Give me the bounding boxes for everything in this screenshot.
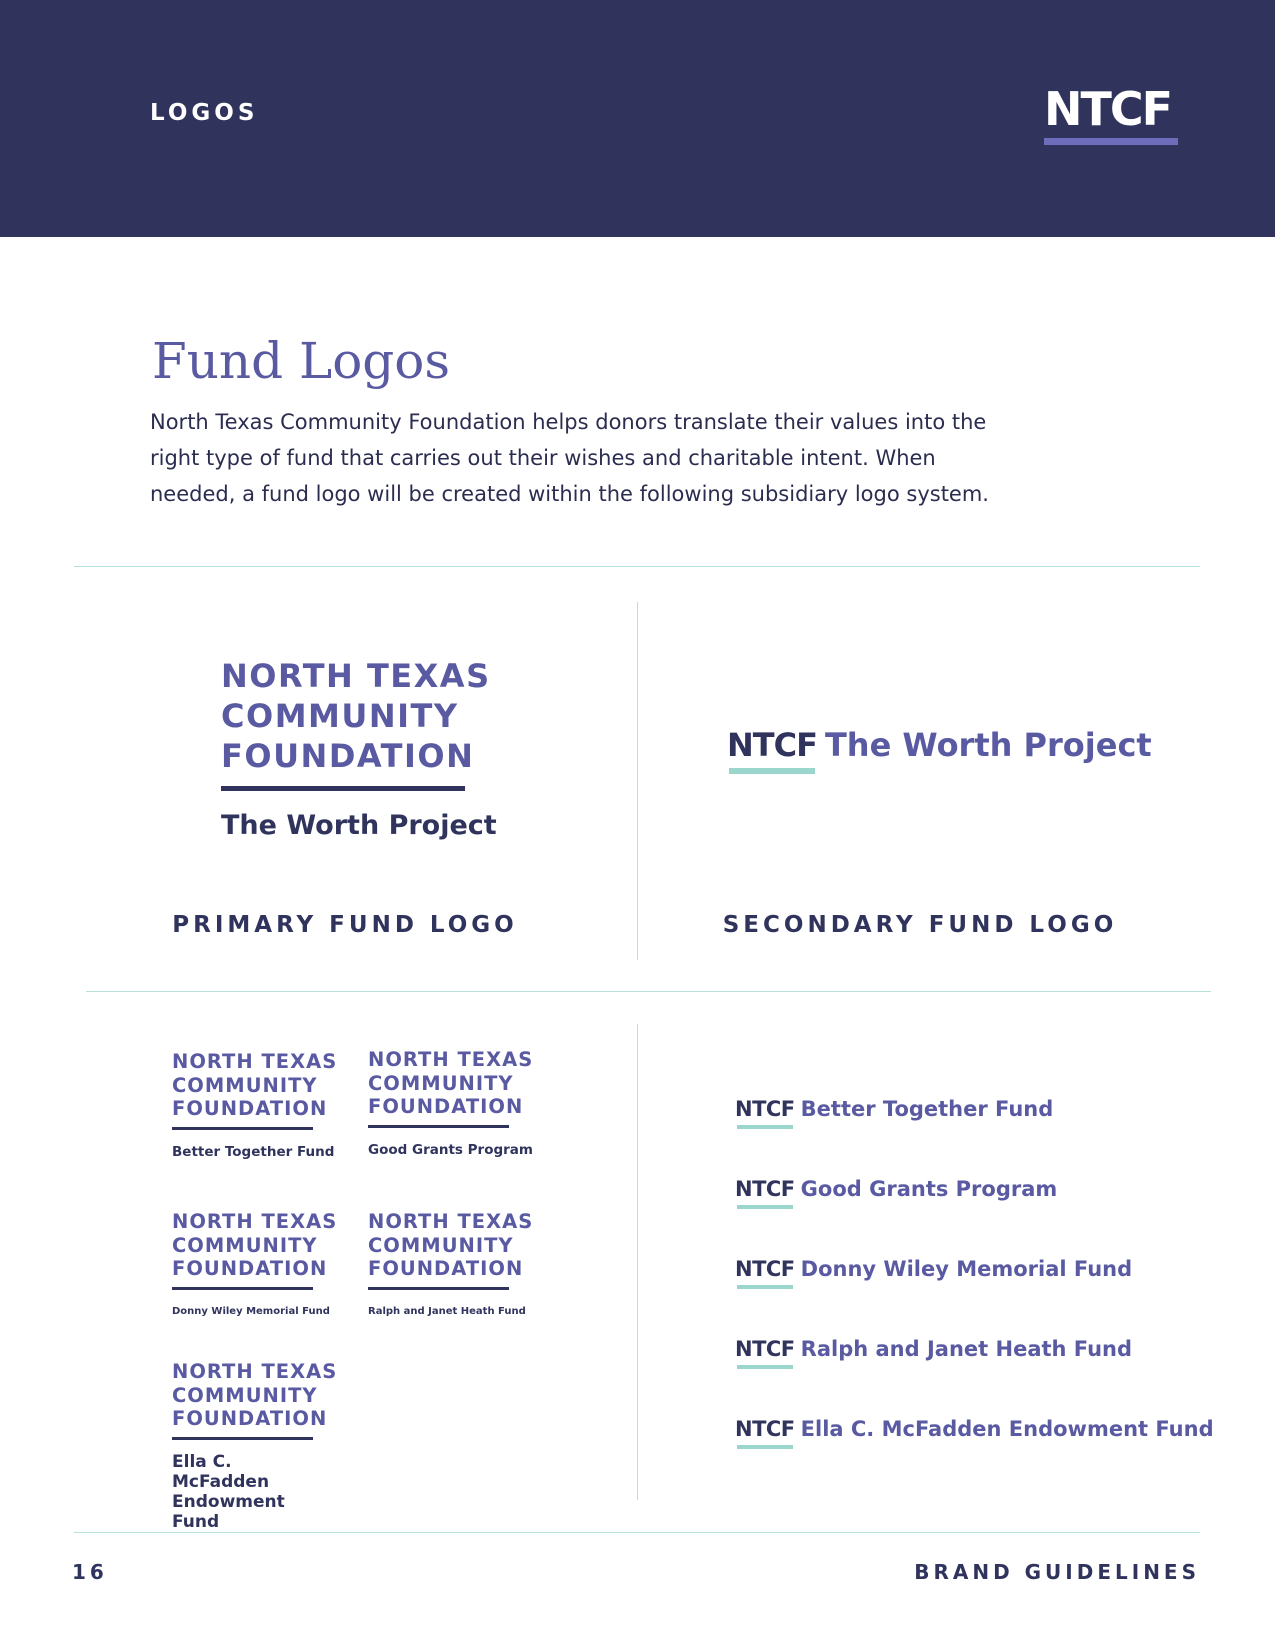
primary-fund-logo <box>221 656 497 845</box>
abbr-underline <box>737 1365 793 1369</box>
ntcf-abbr <box>735 1257 795 1281</box>
org-name-line-1: NORTH TEXAS <box>221 657 491 695</box>
org-name-line-2: COMMUNITY <box>172 1383 318 1407</box>
divider-vertical-bottom <box>637 1024 638 1500</box>
stacked-example-1 <box>172 1050 338 1162</box>
fund-name: Donny Wiley Memorial Fund <box>800 1257 1133 1281</box>
logo-rule <box>172 1287 313 1290</box>
abbr-underline <box>729 768 815 774</box>
org-name-line-2: COMMUNITY <box>172 1073 318 1097</box>
divider-middle <box>86 991 1211 992</box>
header-logo-underline <box>1044 138 1178 145</box>
footer-label: BRAND GUIDELINES <box>914 1560 1200 1584</box>
inline-example-2 <box>735 1177 1057 1201</box>
ntcf-abbr <box>735 1097 795 1121</box>
abbr-underline <box>737 1125 793 1129</box>
org-name-line-2: COMMUNITY <box>368 1233 514 1257</box>
ntcf-abbr-text: NTCF <box>735 1097 795 1121</box>
secondary-fund-logo <box>727 726 1152 764</box>
logo-rule <box>368 1287 509 1290</box>
inline-example-5 <box>735 1417 1214 1441</box>
header-logo-text: NTCF <box>1044 82 1172 136</box>
ntcf-header-logo <box>1044 84 1184 145</box>
stacked-example-5 <box>172 1360 338 1532</box>
fund-name: Good Grants Program <box>368 1141 533 1158</box>
ntcf-abbr-text: NTCF <box>735 1177 795 1201</box>
org-name-line-3: FOUNDATION <box>172 1257 328 1280</box>
org-name-line-3: FOUNDATION <box>172 1097 328 1120</box>
fund-name: Ralph and Janet Heath Fund <box>368 1305 526 1317</box>
org-name-line-2: COMMUNITY <box>172 1233 318 1257</box>
logo-rule <box>172 1127 313 1130</box>
fund-name: Ella C. McFadden Endowment Fund <box>800 1417 1214 1441</box>
org-name-line-2: COMMUNITY <box>221 697 459 735</box>
divider-top <box>74 566 1200 567</box>
fund-name: Good Grants Program <box>800 1177 1058 1201</box>
page-number: 16 <box>72 1560 108 1584</box>
stacked-example-2 <box>368 1048 534 1160</box>
page-title: Fund Logos <box>152 332 451 390</box>
ntcf-abbr-text: NTCF <box>735 1337 795 1361</box>
inline-example-3 <box>735 1257 1132 1281</box>
header-banner <box>0 0 1275 237</box>
fund-name: Better Together Fund <box>800 1097 1054 1121</box>
abbr-underline <box>737 1205 793 1209</box>
org-name-line-3: FOUNDATION <box>368 1095 524 1118</box>
primary-fund-logo-caption: PRIMARY FUND LOGO <box>172 912 518 938</box>
org-name-line-3: FOUNDATION <box>221 737 475 775</box>
logo-rule <box>221 786 465 791</box>
org-name-line-3: FOUNDATION <box>368 1257 524 1280</box>
stacked-example-3 <box>172 1210 338 1322</box>
ntcf-abbr <box>727 726 817 764</box>
org-name-line-2: COMMUNITY <box>368 1071 514 1095</box>
ntcf-abbr-text: NTCF <box>735 1417 795 1441</box>
ntcf-abbr <box>735 1417 795 1441</box>
secondary-fund-logo-caption: SECONDARY FUND LOGO <box>722 912 1118 938</box>
ntcf-abbr <box>735 1177 795 1201</box>
org-name-line-3: FOUNDATION <box>172 1407 328 1430</box>
divider-bottom <box>74 1532 1200 1533</box>
stacked-example-4 <box>368 1210 534 1322</box>
logo-rule <box>172 1437 313 1440</box>
fund-name: Ralph and Janet Heath Fund <box>800 1337 1133 1361</box>
fund-name: Ella C. McFadden Endowment Fund <box>172 1451 285 1532</box>
abbr-underline <box>737 1285 793 1289</box>
fund-name: Donny Wiley Memorial Fund <box>172 1305 330 1317</box>
divider-vertical-top <box>637 602 638 960</box>
inline-example-1 <box>735 1097 1053 1121</box>
ntcf-abbr <box>735 1337 795 1361</box>
org-name-line-1: NORTH TEXAS <box>172 1050 338 1073</box>
ntcf-abbr-text: NTCF <box>735 1257 795 1281</box>
org-name-line-1: NORTH TEXAS <box>172 1360 338 1383</box>
org-name-line-1: NORTH TEXAS <box>368 1210 534 1233</box>
intro-paragraph: North Texas Community Foundation helps donors translate their values into the right type of fund that carries out their wishes and charitable intent. When needed, a fund logo will be created within the following subsidiary logo system. <box>150 410 989 506</box>
fund-name: The Worth Project <box>221 810 497 841</box>
inline-example-4 <box>735 1337 1132 1361</box>
logo-rule <box>368 1125 509 1128</box>
section-label: LOGOS <box>150 100 259 126</box>
org-name-line-1: NORTH TEXAS <box>172 1210 338 1233</box>
abbr-underline <box>737 1445 793 1449</box>
ntcf-abbr-text: NTCF <box>727 726 817 764</box>
fund-name: Better Together Fund <box>172 1143 335 1160</box>
org-name-line-1: NORTH TEXAS <box>368 1048 534 1071</box>
fund-name: The Worth Project <box>824 726 1152 764</box>
